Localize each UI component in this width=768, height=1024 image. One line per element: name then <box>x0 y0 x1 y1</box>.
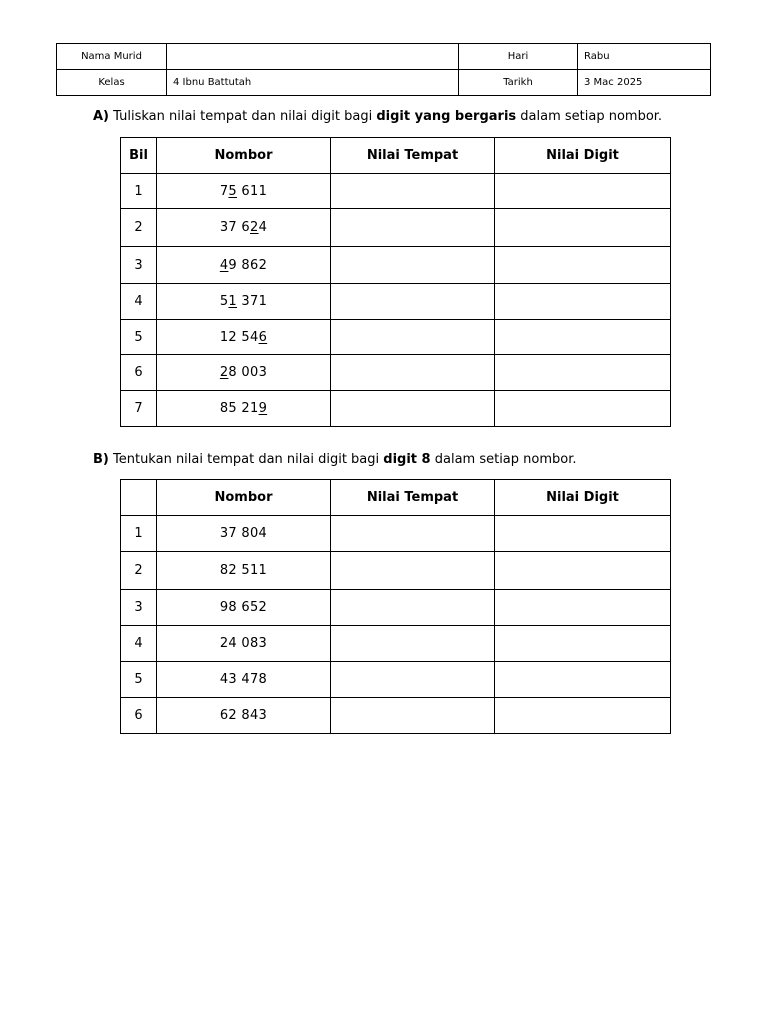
student-info-table <box>56 43 711 96</box>
nombor-pre: 12 54 <box>219 329 259 345</box>
nilai-digit-answer-cell[interactable] <box>495 698 671 734</box>
bil-cell: 2 <box>121 552 157 590</box>
nilai-tempat-answer-cell[interactable] <box>331 209 495 247</box>
underlined-digit: 4 <box>219 257 229 273</box>
column-header-blank <box>121 480 157 516</box>
section-b-text-pre: Tentukan nilai tempat dan nilai digit bagi <box>113 452 380 467</box>
nombor-cell <box>157 247 331 284</box>
nilai-digit-answer-cell[interactable] <box>495 355 671 391</box>
bil-cell: 4 <box>121 284 157 320</box>
column-header-nombor: Nombor <box>157 138 331 174</box>
column-header-nilai-digit: Nilai Digit <box>495 480 671 516</box>
nombor-pre: 7 <box>219 183 229 199</box>
table-row <box>121 284 671 320</box>
column-header-nilai-digit: Nilai Digit <box>495 138 671 174</box>
nilai-tempat-answer-cell[interactable] <box>331 174 495 209</box>
nombor-cell <box>157 320 331 355</box>
hari-field[interactable]: Rabu <box>578 44 711 70</box>
table-row <box>121 391 671 427</box>
underlined-digit: 6 <box>258 329 268 345</box>
nombor-post: 4 <box>258 220 268 235</box>
nombor-cell: 43 478 <box>157 662 331 698</box>
column-header-nilai-tempat: Nilai Tempat <box>331 138 495 174</box>
section-a-table <box>120 137 671 427</box>
nilai-digit-answer-cell[interactable] <box>495 662 671 698</box>
section-b-text-bold: digit 8 <box>383 452 431 467</box>
nilai-digit-answer-cell[interactable] <box>495 626 671 662</box>
underlined-digit: 2 <box>219 365 229 380</box>
table-row <box>121 209 671 247</box>
table-row <box>121 516 671 552</box>
table-row <box>121 174 671 209</box>
student-info-row-1 <box>57 44 711 70</box>
bil-cell: 5 <box>121 662 157 698</box>
table-row <box>121 355 671 391</box>
nombor-cell: 24 083 <box>157 626 331 662</box>
column-header-nombor: Nombor <box>157 480 331 516</box>
nilai-tempat-answer-cell[interactable] <box>331 320 495 355</box>
bil-cell: 2 <box>121 209 157 247</box>
table-row <box>121 320 671 355</box>
nombor-post: 611 <box>237 183 268 199</box>
nama-murid-field[interactable] <box>167 44 459 70</box>
bil-cell: 1 <box>121 174 157 209</box>
section-a-text-pre: Tuliskan nilai tempat dan nilai digit bagi <box>113 109 373 124</box>
table-row <box>121 626 671 662</box>
section-a-text-bold: digit yang bergaris <box>376 109 517 124</box>
bil-cell: 1 <box>121 516 157 552</box>
nilai-tempat-answer-cell[interactable] <box>331 391 495 427</box>
nilai-digit-answer-cell[interactable] <box>495 552 671 590</box>
bil-cell: 3 <box>121 590 157 626</box>
nombor-cell <box>157 209 331 247</box>
column-header-bil: Bil <box>121 138 157 174</box>
bil-cell: 6 <box>121 355 157 391</box>
bil-cell: 5 <box>121 320 157 355</box>
nombor-cell: 62 843 <box>157 698 331 734</box>
table-row <box>121 552 671 590</box>
bil-cell: 6 <box>121 698 157 734</box>
section-b-instruction <box>93 452 577 467</box>
nilai-tempat-answer-cell[interactable] <box>331 247 495 284</box>
nombor-cell: 98 652 <box>157 590 331 626</box>
nombor-pre: 85 21 <box>219 401 259 416</box>
nilai-digit-answer-cell[interactable] <box>495 247 671 284</box>
table-row <box>121 590 671 626</box>
nombor-cell: 37 804 <box>157 516 331 552</box>
nilai-digit-answer-cell[interactable] <box>495 209 671 247</box>
nombor-cell: 82 511 <box>157 552 331 590</box>
nilai-tempat-answer-cell[interactable] <box>331 284 495 320</box>
nilai-digit-answer-cell[interactable] <box>495 174 671 209</box>
nilai-digit-answer-cell[interactable] <box>495 284 671 320</box>
nilai-tempat-answer-cell[interactable] <box>331 552 495 590</box>
nombor-post: 371 <box>237 294 268 309</box>
table-row <box>121 247 671 284</box>
bil-cell: 3 <box>121 247 157 284</box>
hari-label: Hari <box>459 44 578 70</box>
underlined-digit: 2 <box>250 220 259 235</box>
nombor-post: 9 862 <box>228 257 268 273</box>
table-row <box>121 698 671 734</box>
section-b-marker: B) <box>93 452 109 467</box>
tarikh-field[interactable]: 3 Mac 2025 <box>578 70 711 96</box>
student-info-row-2 <box>57 70 711 96</box>
nilai-digit-answer-cell[interactable] <box>495 391 671 427</box>
nombor-cell <box>157 284 331 320</box>
table-row <box>121 662 671 698</box>
section-a-header-row <box>121 138 671 174</box>
kelas-field[interactable]: 4 Ibnu Battutah <box>167 70 459 96</box>
underlined-digit: 9 <box>258 401 268 416</box>
section-a-text-post: dalam setiap nombor. <box>520 109 663 124</box>
section-b-header-row <box>121 480 671 516</box>
kelas-label: Kelas <box>57 70 167 96</box>
nombor-post: 8 003 <box>228 365 268 380</box>
nilai-tempat-answer-cell[interactable] <box>331 355 495 391</box>
bil-cell: 7 <box>121 391 157 427</box>
nilai-digit-answer-cell[interactable] <box>495 320 671 355</box>
underlined-digit: 1 <box>228 294 237 309</box>
section-a-instruction <box>93 109 662 124</box>
section-b-text-post: dalam setiap nombor. <box>434 452 577 467</box>
nombor-cell <box>157 174 331 209</box>
column-header-nilai-tempat: Nilai Tempat <box>331 480 495 516</box>
nilai-digit-answer-cell[interactable] <box>495 516 671 552</box>
nombor-pre: 5 <box>219 294 229 309</box>
nombor-pre: 37 6 <box>219 220 250 235</box>
nilai-tempat-answer-cell[interactable] <box>331 662 495 698</box>
underlined-digit: 5 <box>228 183 237 199</box>
nombor-cell <box>157 391 331 427</box>
nilai-tempat-answer-cell[interactable] <box>331 590 495 626</box>
bil-cell: 4 <box>121 626 157 662</box>
tarikh-label: Tarikh <box>459 70 578 96</box>
nama-murid-label: Nama Murid <box>57 44 167 70</box>
section-b-table <box>120 479 671 734</box>
nilai-digit-answer-cell[interactable] <box>495 590 671 626</box>
nombor-cell <box>157 355 331 391</box>
nilai-tempat-answer-cell[interactable] <box>331 626 495 662</box>
nilai-tempat-answer-cell[interactable] <box>331 698 495 734</box>
nilai-tempat-answer-cell[interactable] <box>331 516 495 552</box>
section-a-marker: A) <box>93 109 110 124</box>
